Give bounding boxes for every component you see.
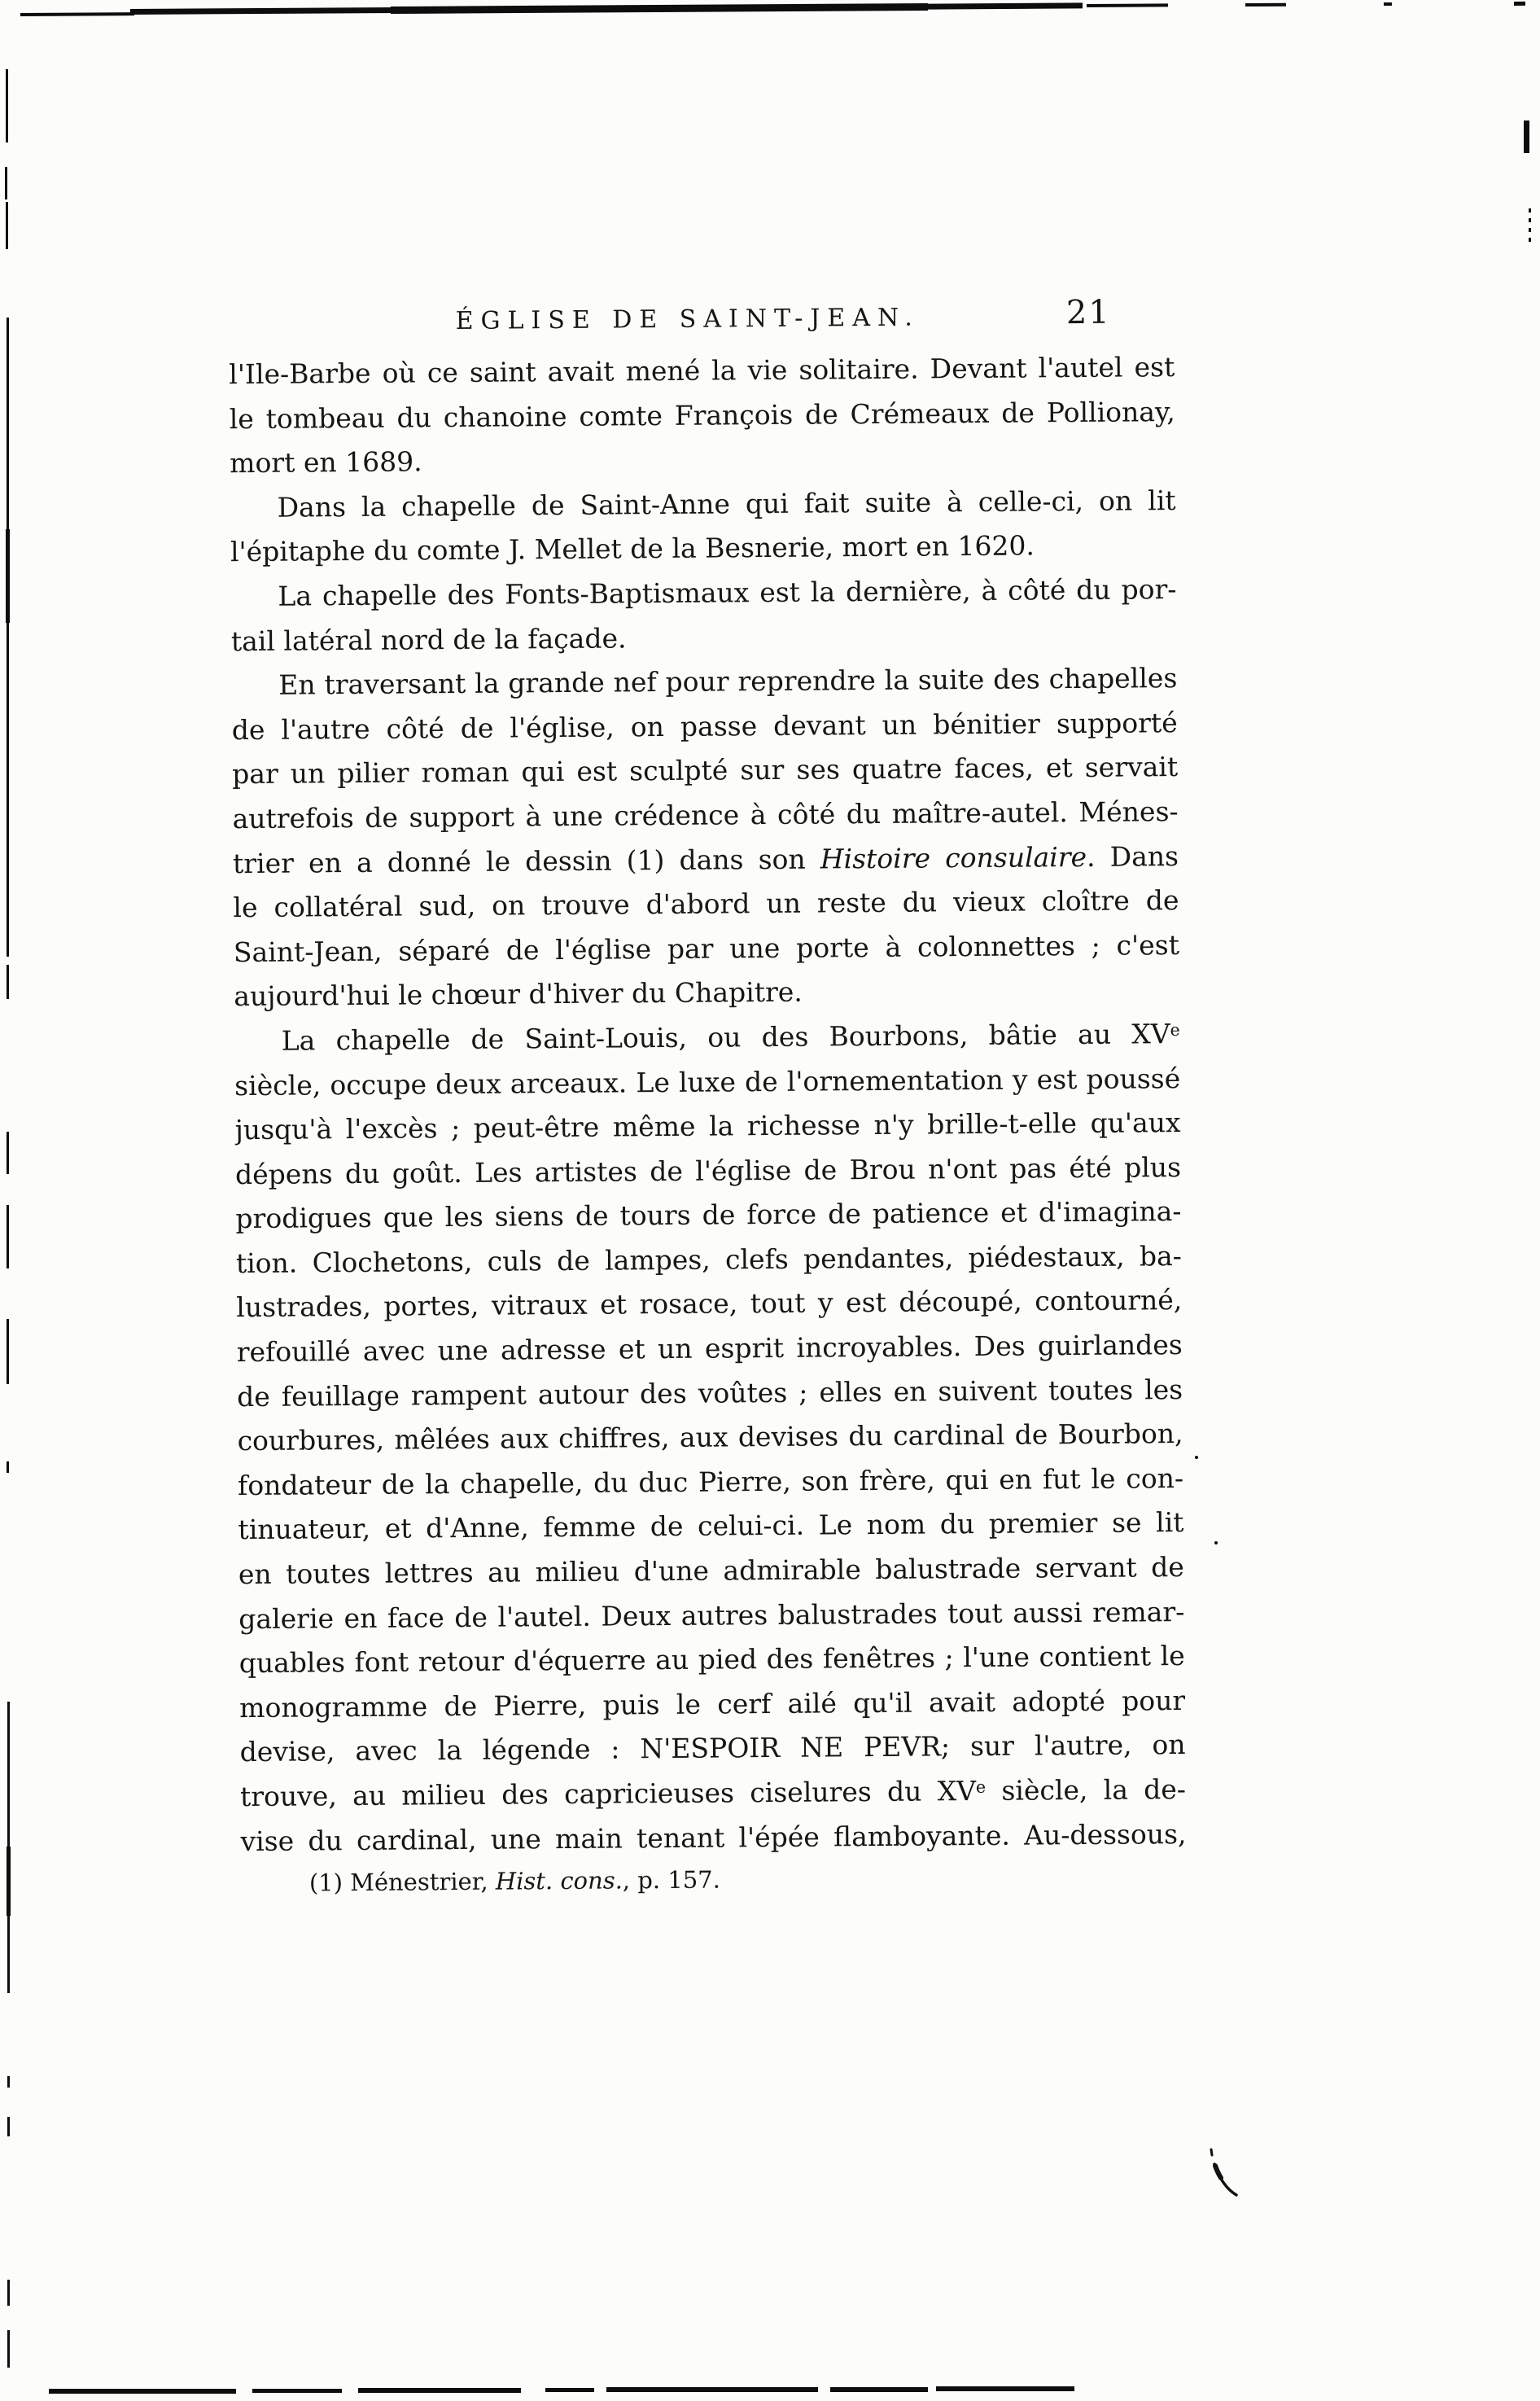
page-title: ÉGLISE DE SAINT-JEAN. [455,303,920,336]
text-line: mort en 1689. [230,445,422,480]
paragraph [229,345,1175,486]
text-line: l'épitaphe du comte J. Mellet de la Besnerie, mort en 1620. [230,529,1035,568]
paragraph [230,479,1176,575]
text-line: par un pilier roman qui est sculpté sur ses quatre faces, et servait [232,751,1179,791]
text-block [229,345,1187,1864]
text-line: prodigues que les siens de tours de force de patience et d'imagina- [235,1195,1182,1235]
paragraph [234,1012,1187,1864]
text-line: En traversant la grande nef pour reprendre la suite des chapelles [278,662,1178,701]
text-line: refouillé avec une adresse et un esprit incroyables. Des guirlandes [236,1329,1183,1369]
text-line: tion. Clochetons, culs de lampes, clefs pendantes, piédestaux, ba- [235,1239,1183,1280]
text-line: Saint-Jean, séparé de l'église par une porte à colonnettes ; c'est [233,928,1180,968]
text-line: tinuateur, et d'Anne, femme de celui-ci. Le nom du premier se lit [238,1506,1184,1546]
paragraph [230,567,1177,664]
text-line: La chapelle des Fonts-Baptismaux est la dernière, à côté du por- [278,573,1177,612]
footnote [241,1860,1187,1899]
text-line: courbures, mêlées aux chiffres, aux devises du cardinal de Bourbon, [237,1417,1183,1457]
text-line: quables font retour d'équerre au pied des fenêtres ; l'une contient le [238,1640,1185,1680]
text-line: dépens du goût. Les artistes de l'église de Brou n'ont pas été plus [234,1150,1182,1190]
text-line: jusqu'à l'excès ; peut-être même la richesse n'y brille-t-elle qu'aux [234,1106,1181,1146]
text-line: lustrades, portes, vitraux et rosace, tout y est découpé, contourné, [236,1284,1183,1324]
text-line: trouve, au milieu des capricieuses ciselures du XVe siècle, la de- [239,1773,1187,1813]
text-line: de feuillage rampent autour des voûtes ; elles en suivent toutes les [237,1373,1183,1413]
footnote-text: (1) Ménestrier, Hist. cons., p. 157. [308,1865,720,1897]
text-line: autrefois de support à une crédence à côté du maître-autel. Ménes- [232,795,1179,835]
text-line: tail latéral nord de la façade. [230,621,627,657]
paragraph [231,656,1179,1019]
text-line: en toutes lettres au milieu d'une admirable balustrade servant de [238,1551,1185,1591]
text-line: devise, avec la légende : N'ESPOIR NE PEVR; sur l'autre, on [239,1728,1186,1768]
running-head [229,293,1175,344]
text-line: fondateur de la chapelle, du duc Pierre, son frère, qui en fut le con- [237,1461,1184,1501]
text-line: La chapelle de Saint-Louis, ou des Bourbons, bâtie au XVe [281,1018,1180,1057]
text-line: l'Ile-Barbe où ce saint avait mené la vie solitaire. Devant l'autel est [229,351,1175,391]
text-line: aujourd'hui le chœur d'hiver du Chapitre. [234,976,803,1013]
page-number: 21 [1065,293,1111,332]
text-line: de l'autre côté de l'église, on passe devant un bénitier supporté [231,706,1178,746]
text-line: le collatéral sud, on trouve d'abord un reste du vieux cloître de [233,884,1179,924]
text-line: le tombeau du chanoine comte François de Crémeaux de Pollionay, [229,395,1175,435]
text-line: vise du cardinal, une main tenant l'épée flamboyante. Au-dessous, [240,1817,1187,1857]
text-line: galerie en face de l'autel. Deux autres balustrades tout aussi remar- [238,1595,1185,1635]
text-line: Dans la chapelle de Saint-Anne qui fait suite à celle-ci, on lit [277,484,1176,524]
text-line: monogramme de Pierre, puis le cerf ailé qu'il avait adopté pour [239,1684,1186,1724]
text-line: siècle, occupe deux arceaux. Le luxe de l'ornementation y est poussé [234,1062,1181,1102]
text-line: trier en a donné le dessin (1) dans son Histoire consulaire. Dans [232,839,1179,879]
